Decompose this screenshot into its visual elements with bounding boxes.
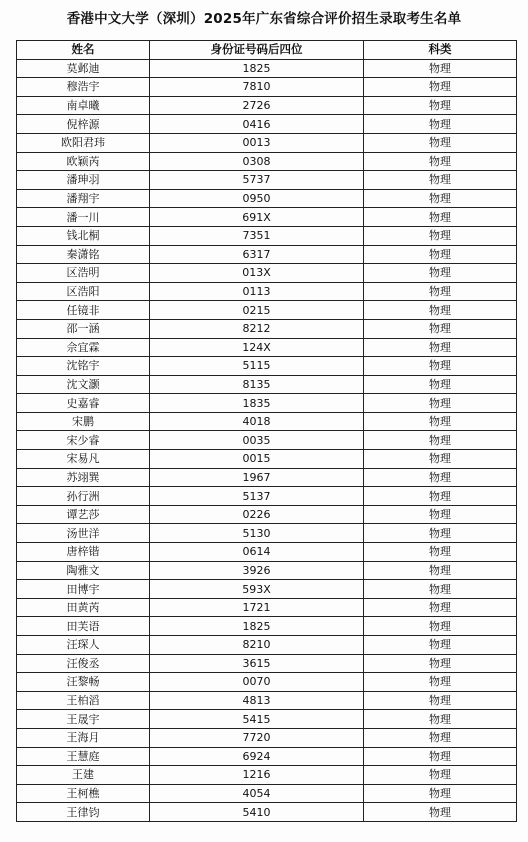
cell-subject: 物理 <box>364 710 517 729</box>
cell-id-last-four: 5737 <box>150 171 364 190</box>
cell-id-last-four: 1721 <box>150 598 364 617</box>
cell-id-last-four: 124X <box>150 338 364 357</box>
cell-name: 莫邺迪 <box>17 59 150 78</box>
cell-id-last-four: 4018 <box>150 412 364 431</box>
cell-subject: 物理 <box>364 301 517 320</box>
cell-id-last-four: 7720 <box>150 728 364 747</box>
cell-subject: 物理 <box>364 375 517 394</box>
cell-name: 汪琛人 <box>17 636 150 655</box>
cell-name: 田黄芮 <box>17 598 150 617</box>
table-row <box>17 561 517 580</box>
cell-subject: 物理 <box>364 505 517 524</box>
cell-name: 孙行洲 <box>17 487 150 506</box>
cell-subject: 物理 <box>364 282 517 301</box>
table-row <box>17 450 517 469</box>
cell-subject: 物理 <box>364 580 517 599</box>
cell-id-last-four: 5137 <box>150 487 364 506</box>
table-row <box>17 96 517 115</box>
cell-id-last-four: 6924 <box>150 747 364 766</box>
cell-name: 欧颖芮 <box>17 152 150 171</box>
cell-id-last-four: 0015 <box>150 450 364 469</box>
cell-name: 王建 <box>17 766 150 785</box>
cell-subject: 物理 <box>364 171 517 190</box>
cell-subject: 物理 <box>364 487 517 506</box>
cell-id-last-four: 8210 <box>150 636 364 655</box>
cell-id-last-four: 7810 <box>150 78 364 97</box>
cell-id-last-four: 5415 <box>150 710 364 729</box>
table-row <box>17 133 517 152</box>
table-row <box>17 524 517 543</box>
cell-subject: 物理 <box>364 226 517 245</box>
cell-subject: 物理 <box>364 654 517 673</box>
cell-id-last-four: 0416 <box>150 115 364 134</box>
cell-id-last-four: 0035 <box>150 431 364 450</box>
cell-subject: 物理 <box>364 431 517 450</box>
table-row <box>17 171 517 190</box>
table-row <box>17 357 517 376</box>
table-row <box>17 189 517 208</box>
table-row <box>17 654 517 673</box>
cell-subject: 物理 <box>364 543 517 562</box>
table-row <box>17 375 517 394</box>
cell-id-last-four: 8135 <box>150 375 364 394</box>
cell-name: 宋鹏 <box>17 412 150 431</box>
cell-name: 佘宜霖 <box>17 338 150 357</box>
cell-id-last-four: 0226 <box>150 505 364 524</box>
cell-subject: 物理 <box>364 784 517 803</box>
cell-name: 汤世洋 <box>17 524 150 543</box>
cell-subject: 物理 <box>364 691 517 710</box>
cell-name: 汪俊丞 <box>17 654 150 673</box>
table-row <box>17 264 517 283</box>
table-row <box>17 710 517 729</box>
table-row <box>17 543 517 562</box>
cell-subject: 物理 <box>364 617 517 636</box>
table-row <box>17 226 517 245</box>
cell-name: 南卓曦 <box>17 96 150 115</box>
cell-id-last-four: 3926 <box>150 561 364 580</box>
cell-subject: 物理 <box>364 78 517 97</box>
cell-subject: 物理 <box>364 598 517 617</box>
cell-id-last-four: 1216 <box>150 766 364 785</box>
cell-subject: 物理 <box>364 59 517 78</box>
cell-id-last-four: 5115 <box>150 357 364 376</box>
cell-name: 田博宇 <box>17 580 150 599</box>
table-row <box>17 747 517 766</box>
cell-name: 潘珅羽 <box>17 171 150 190</box>
cell-id-last-four: 2726 <box>150 96 364 115</box>
cell-subject: 物理 <box>364 468 517 487</box>
header-subject: 科类 <box>364 41 517 60</box>
cell-name: 区浩阳 <box>17 282 150 301</box>
cell-id-last-four: 1967 <box>150 468 364 487</box>
cell-subject: 物理 <box>364 208 517 227</box>
cell-id-last-four: 1825 <box>150 617 364 636</box>
cell-name: 任镜非 <box>17 301 150 320</box>
cell-name: 倪梓源 <box>17 115 150 134</box>
cell-name: 宋易凡 <box>17 450 150 469</box>
table-row <box>17 412 517 431</box>
table-row <box>17 245 517 264</box>
cell-subject: 物理 <box>364 728 517 747</box>
cell-subject: 物理 <box>364 803 517 822</box>
cell-subject: 物理 <box>364 152 517 171</box>
cell-subject: 物理 <box>364 636 517 655</box>
table-row <box>17 784 517 803</box>
cell-name: 沈铭宇 <box>17 357 150 376</box>
cell-name: 钱北桐 <box>17 226 150 245</box>
table-row <box>17 636 517 655</box>
cell-subject: 物理 <box>364 189 517 208</box>
table-row <box>17 394 517 413</box>
cell-name: 区浩明 <box>17 264 150 283</box>
cell-name: 田芙语 <box>17 617 150 636</box>
table-row <box>17 282 517 301</box>
cell-subject: 物理 <box>364 673 517 692</box>
table-row <box>17 319 517 338</box>
cell-name: 王律钧 <box>17 803 150 822</box>
table-row <box>17 115 517 134</box>
cell-subject: 物理 <box>364 747 517 766</box>
table-row <box>17 208 517 227</box>
cell-name: 王柯樵 <box>17 784 150 803</box>
cell-id-last-four: 691X <box>150 208 364 227</box>
cell-id-last-four: 0308 <box>150 152 364 171</box>
table-row <box>17 505 517 524</box>
cell-subject: 物理 <box>364 264 517 283</box>
table-row <box>17 673 517 692</box>
cell-name: 秦潇铭 <box>17 245 150 264</box>
table-row <box>17 803 517 822</box>
cell-id-last-four: 013X <box>150 264 364 283</box>
cell-id-last-four: 0215 <box>150 301 364 320</box>
table-row <box>17 468 517 487</box>
table-row <box>17 78 517 97</box>
cell-subject: 物理 <box>364 394 517 413</box>
document-title: 香港中文大学（深圳）2025年广东省综合评价招生录取考生名单 <box>66 11 462 27</box>
cell-name: 汪黎畅 <box>17 673 150 692</box>
cell-name: 穆浩宇 <box>17 78 150 97</box>
cell-id-last-four: 1835 <box>150 394 364 413</box>
cell-name: 沈文灏 <box>17 375 150 394</box>
table-row <box>17 487 517 506</box>
table-body <box>17 59 517 821</box>
cell-name: 王慧庭 <box>17 747 150 766</box>
cell-id-last-four: 5130 <box>150 524 364 543</box>
header-id-last-four: 身份证号码后四位 <box>150 41 364 60</box>
cell-subject: 物理 <box>364 357 517 376</box>
cell-name: 唐梓锴 <box>17 543 150 562</box>
cell-subject: 物理 <box>364 319 517 338</box>
cell-id-last-four: 7351 <box>150 226 364 245</box>
cell-subject: 物理 <box>364 133 517 152</box>
cell-id-last-four: 0113 <box>150 282 364 301</box>
cell-name: 史嘉睿 <box>17 394 150 413</box>
cell-id-last-four: 0070 <box>150 673 364 692</box>
cell-subject: 物理 <box>364 338 517 357</box>
cell-name: 王晟宇 <box>17 710 150 729</box>
cell-subject: 物理 <box>364 245 517 264</box>
cell-name: 潘翔宇 <box>17 189 150 208</box>
cell-subject: 物理 <box>364 450 517 469</box>
cell-subject: 物理 <box>364 524 517 543</box>
cell-id-last-four: 1825 <box>150 59 364 78</box>
cell-name: 欧阳君玮 <box>17 133 150 152</box>
cell-subject: 物理 <box>364 412 517 431</box>
header-name: 姓名 <box>17 41 150 60</box>
cell-name: 宋少睿 <box>17 431 150 450</box>
cell-id-last-four: 5410 <box>150 803 364 822</box>
table-row <box>17 617 517 636</box>
cell-name: 苏翊巽 <box>17 468 150 487</box>
cell-name: 邵一涵 <box>17 319 150 338</box>
table-row <box>17 59 517 78</box>
cell-subject: 物理 <box>364 561 517 580</box>
cell-name: 潘一川 <box>17 208 150 227</box>
cell-id-last-four: 3615 <box>150 654 364 673</box>
table-row <box>17 691 517 710</box>
cell-id-last-four: 8212 <box>150 319 364 338</box>
table-row <box>17 301 517 320</box>
cell-name: 谭艺莎 <box>17 505 150 524</box>
cell-id-last-four: 0013 <box>150 133 364 152</box>
cell-subject: 物理 <box>364 115 517 134</box>
table-row <box>17 598 517 617</box>
table-row <box>17 338 517 357</box>
table-row <box>17 766 517 785</box>
table-row <box>17 152 517 171</box>
cell-id-last-four: 4054 <box>150 784 364 803</box>
cell-name: 陶雅文 <box>17 561 150 580</box>
cell-name: 王柏滔 <box>17 691 150 710</box>
cell-id-last-four: 6317 <box>150 245 364 264</box>
admission-list-table <box>16 40 517 822</box>
cell-id-last-four: 593X <box>150 580 364 599</box>
table-row <box>17 431 517 450</box>
table-header-row <box>17 41 517 60</box>
cell-subject: 物理 <box>364 96 517 115</box>
cell-id-last-four: 0950 <box>150 189 364 208</box>
cell-id-last-four: 0614 <box>150 543 364 562</box>
table-row <box>17 580 517 599</box>
cell-name: 王海月 <box>17 728 150 747</box>
cell-id-last-four: 4813 <box>150 691 364 710</box>
cell-subject: 物理 <box>364 766 517 785</box>
table-row <box>17 728 517 747</box>
